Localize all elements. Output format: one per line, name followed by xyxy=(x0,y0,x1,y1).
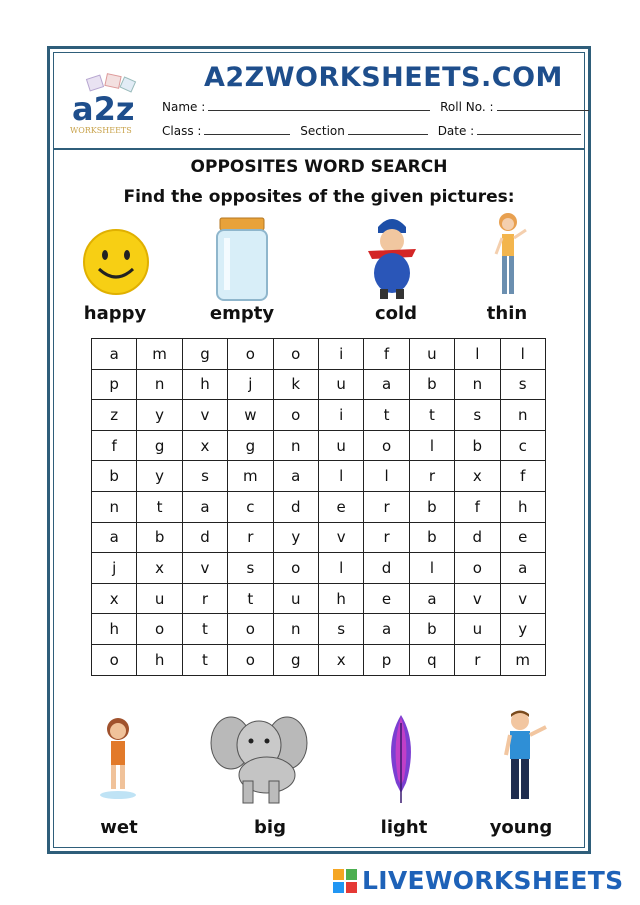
grid-cell[interactable]: o xyxy=(228,339,273,370)
grid-cell[interactable]: b xyxy=(409,369,454,400)
grid-cell[interactable]: r xyxy=(409,461,454,492)
grid-cell[interactable]: e xyxy=(318,491,363,522)
grid-cell[interactable]: s xyxy=(500,369,545,400)
grid-cell[interactable]: v xyxy=(318,522,363,553)
grid-row xyxy=(92,614,546,645)
roll-no-field[interactable] xyxy=(497,100,589,111)
grid-cell[interactable]: m xyxy=(500,644,545,675)
grid-cell[interactable]: o xyxy=(455,553,500,584)
grid-cell[interactable]: w xyxy=(228,400,273,431)
grid-cell[interactable]: m xyxy=(228,461,273,492)
word-happy: happy xyxy=(83,303,147,324)
thin-girl-picture xyxy=(488,210,532,304)
liveworksheets-logo-icon xyxy=(333,869,357,893)
word-light: light xyxy=(380,817,428,838)
empty-jar-picture xyxy=(212,216,272,304)
grid-cell[interactable]: a xyxy=(182,491,227,522)
grid-cell[interactable]: p xyxy=(364,644,409,675)
grid-cell[interactable]: n xyxy=(273,614,318,645)
grid-cell[interactable]: b xyxy=(409,522,454,553)
worksheet-frame xyxy=(47,46,591,854)
grid-cell[interactable]: s xyxy=(182,461,227,492)
grid-cell[interactable]: y xyxy=(500,614,545,645)
grid-cell[interactable]: h xyxy=(92,614,137,645)
grid-cell[interactable]: r xyxy=(364,522,409,553)
grid-cell[interactable]: i xyxy=(318,339,363,370)
grid-cell[interactable]: r xyxy=(228,522,273,553)
section-field[interactable] xyxy=(348,124,428,135)
grid-cell[interactable]: a xyxy=(500,553,545,584)
grid-row xyxy=(92,553,546,584)
worksheet-title: OPPOSITES WORD SEARCH xyxy=(190,157,448,177)
grid-cell[interactable]: b xyxy=(409,491,454,522)
grid-cell[interactable]: f xyxy=(455,491,500,522)
grid-cell[interactable]: e xyxy=(500,522,545,553)
young-man-picture xyxy=(496,709,556,807)
grid-cell[interactable]: d xyxy=(364,553,409,584)
grid-cell[interactable]: v xyxy=(500,583,545,614)
grid-cell[interactable]: o xyxy=(137,614,182,645)
grid-cell[interactable]: t xyxy=(409,400,454,431)
grid-cell[interactable]: y xyxy=(137,461,182,492)
grid-cell[interactable]: t xyxy=(137,491,182,522)
grid-cell[interactable]: q xyxy=(409,644,454,675)
grid-cell[interactable]: u xyxy=(137,583,182,614)
word-empty: empty xyxy=(209,303,275,324)
grid-cell[interactable]: a xyxy=(364,614,409,645)
grid-cell[interactable]: x xyxy=(182,430,227,461)
grid-cell[interactable]: l xyxy=(318,461,363,492)
class-section-date-row xyxy=(162,124,581,138)
name-roll-row xyxy=(162,100,589,114)
grid-cell[interactable]: h xyxy=(500,491,545,522)
grid-cell[interactable]: g xyxy=(137,430,182,461)
word-young: young xyxy=(489,817,553,838)
grid-cell[interactable]: v xyxy=(455,583,500,614)
worksheet-inner-border xyxy=(53,52,585,848)
grid-cell[interactable]: z xyxy=(92,400,137,431)
grid-cell[interactable]: o xyxy=(228,644,273,675)
grid-cell[interactable]: b xyxy=(92,461,137,492)
grid-cell[interactable]: b xyxy=(409,614,454,645)
grid-cell[interactable]: a xyxy=(273,461,318,492)
grid-cell[interactable]: r xyxy=(364,491,409,522)
name-field[interactable] xyxy=(208,100,430,111)
grid-cell[interactable]: y xyxy=(137,400,182,431)
grid-cell[interactable]: d xyxy=(273,491,318,522)
grid-cell[interactable]: j xyxy=(92,553,137,584)
grid-cell[interactable]: j xyxy=(228,369,273,400)
grid-cell[interactable]: l xyxy=(409,430,454,461)
grid-cell[interactable]: u xyxy=(409,339,454,370)
grid-row xyxy=(92,400,546,431)
grid-cell[interactable]: l xyxy=(364,461,409,492)
grid-cell[interactable]: o xyxy=(92,644,137,675)
grid-row xyxy=(92,644,546,675)
wet-child-picture xyxy=(96,715,140,801)
date-label: Date : xyxy=(437,124,475,138)
grid-cell[interactable]: a xyxy=(364,369,409,400)
grid-cell[interactable]: m xyxy=(137,339,182,370)
grid-cell[interactable]: l xyxy=(409,553,454,584)
grid-cell[interactable]: c xyxy=(228,491,273,522)
grid-cell[interactable]: e xyxy=(364,583,409,614)
grid-cell[interactable]: s xyxy=(455,400,500,431)
word-cold: cold xyxy=(374,303,418,324)
grid-cell[interactable]: l xyxy=(500,339,545,370)
grid-row xyxy=(92,522,546,553)
class-field[interactable] xyxy=(204,124,290,135)
grid-cell[interactable]: g xyxy=(182,339,227,370)
grid-cell[interactable]: a xyxy=(92,522,137,553)
word-big: big xyxy=(254,817,286,838)
date-field[interactable] xyxy=(477,124,581,135)
grid-cell[interactable]: u xyxy=(273,583,318,614)
word-wet: wet xyxy=(100,817,138,838)
grid-cell[interactable]: b xyxy=(137,522,182,553)
grid-cell[interactable]: p xyxy=(92,369,137,400)
section-label: Section xyxy=(300,124,345,138)
grid-cell[interactable]: b xyxy=(455,430,500,461)
grid-cell[interactable]: l xyxy=(318,553,363,584)
site-title: A2ZWORKSHEETS.COM xyxy=(204,62,563,93)
cold-person-picture xyxy=(362,213,422,303)
grid-cell[interactable]: c xyxy=(500,430,545,461)
grid-cell[interactable]: n xyxy=(500,400,545,431)
grid-cell[interactable]: o xyxy=(273,339,318,370)
grid-cell[interactable]: g xyxy=(228,430,273,461)
grid-cell[interactable]: k xyxy=(273,369,318,400)
grid-cell[interactable]: l xyxy=(455,339,500,370)
grid-cell[interactable]: o xyxy=(364,430,409,461)
elephant-picture xyxy=(209,711,309,806)
grid-cell[interactable]: r xyxy=(182,583,227,614)
grid-cell[interactable]: h xyxy=(182,369,227,400)
grid-cell[interactable]: t xyxy=(182,644,227,675)
grid-cell[interactable]: v xyxy=(182,553,227,584)
grid-row xyxy=(92,339,546,370)
grid-cell[interactable]: a xyxy=(409,583,454,614)
grid-row xyxy=(92,583,546,614)
grid-cell[interactable]: o xyxy=(228,614,273,645)
grid-cell[interactable]: t xyxy=(182,614,227,645)
grid-cell[interactable]: v xyxy=(182,400,227,431)
smiley-face-picture xyxy=(81,227,151,297)
grid-cell[interactable]: i xyxy=(318,400,363,431)
instruction-text: Find the opposites of the given pictures: xyxy=(123,187,515,207)
header-divider xyxy=(54,148,584,150)
grid-cell[interactable]: u xyxy=(318,430,363,461)
grid-cell[interactable]: f xyxy=(92,430,137,461)
grid-cell[interactable]: o xyxy=(273,553,318,584)
liveworksheets-brand[interactable]: LIVEWORKSHEETS xyxy=(362,866,624,895)
class-label: Class : xyxy=(162,124,202,138)
grid-cell[interactable]: x xyxy=(455,461,500,492)
roll-no-label: Roll No. : xyxy=(440,100,494,114)
grid-cell[interactable]: t xyxy=(364,400,409,431)
grid-cell[interactable]: s xyxy=(318,614,363,645)
grid-cell[interactable]: d xyxy=(455,522,500,553)
grid-cell[interactable]: t xyxy=(228,583,273,614)
word-search-grid xyxy=(91,338,546,676)
word-thin: thin xyxy=(486,303,528,324)
grid-cell[interactable]: n xyxy=(273,430,318,461)
grid-cell[interactable]: f xyxy=(364,339,409,370)
grid-row xyxy=(92,461,546,492)
grid-row xyxy=(92,430,546,461)
feather-picture xyxy=(384,713,418,805)
grid-row xyxy=(92,369,546,400)
name-label: Name : xyxy=(162,100,206,114)
logo-mark: a2z xyxy=(72,90,135,128)
grid-cell[interactable]: n xyxy=(137,369,182,400)
grid-cell[interactable]: f xyxy=(500,461,545,492)
grid-cell[interactable]: x xyxy=(318,644,363,675)
grid-cell[interactable]: u xyxy=(455,614,500,645)
grid-cell[interactable]: r xyxy=(455,644,500,675)
grid-cell[interactable]: o xyxy=(273,400,318,431)
grid-cell[interactable]: n xyxy=(92,491,137,522)
grid-cell[interactable]: h xyxy=(318,583,363,614)
grid-cell[interactable]: u xyxy=(318,369,363,400)
grid-cell[interactable]: n xyxy=(455,369,500,400)
grid-row xyxy=(92,491,546,522)
grid-cell[interactable]: g xyxy=(273,644,318,675)
a2z-logo xyxy=(66,73,152,143)
logo-subtext: WORKSHEETS xyxy=(70,126,132,135)
grid-cell[interactable]: y xyxy=(273,522,318,553)
grid-cell[interactable]: h xyxy=(137,644,182,675)
grid-cell[interactable]: a xyxy=(92,339,137,370)
grid-cell[interactable]: x xyxy=(92,583,137,614)
grid-cell[interactable]: d xyxy=(182,522,227,553)
grid-cell[interactable]: x xyxy=(137,553,182,584)
grid-cell[interactable]: s xyxy=(228,553,273,584)
